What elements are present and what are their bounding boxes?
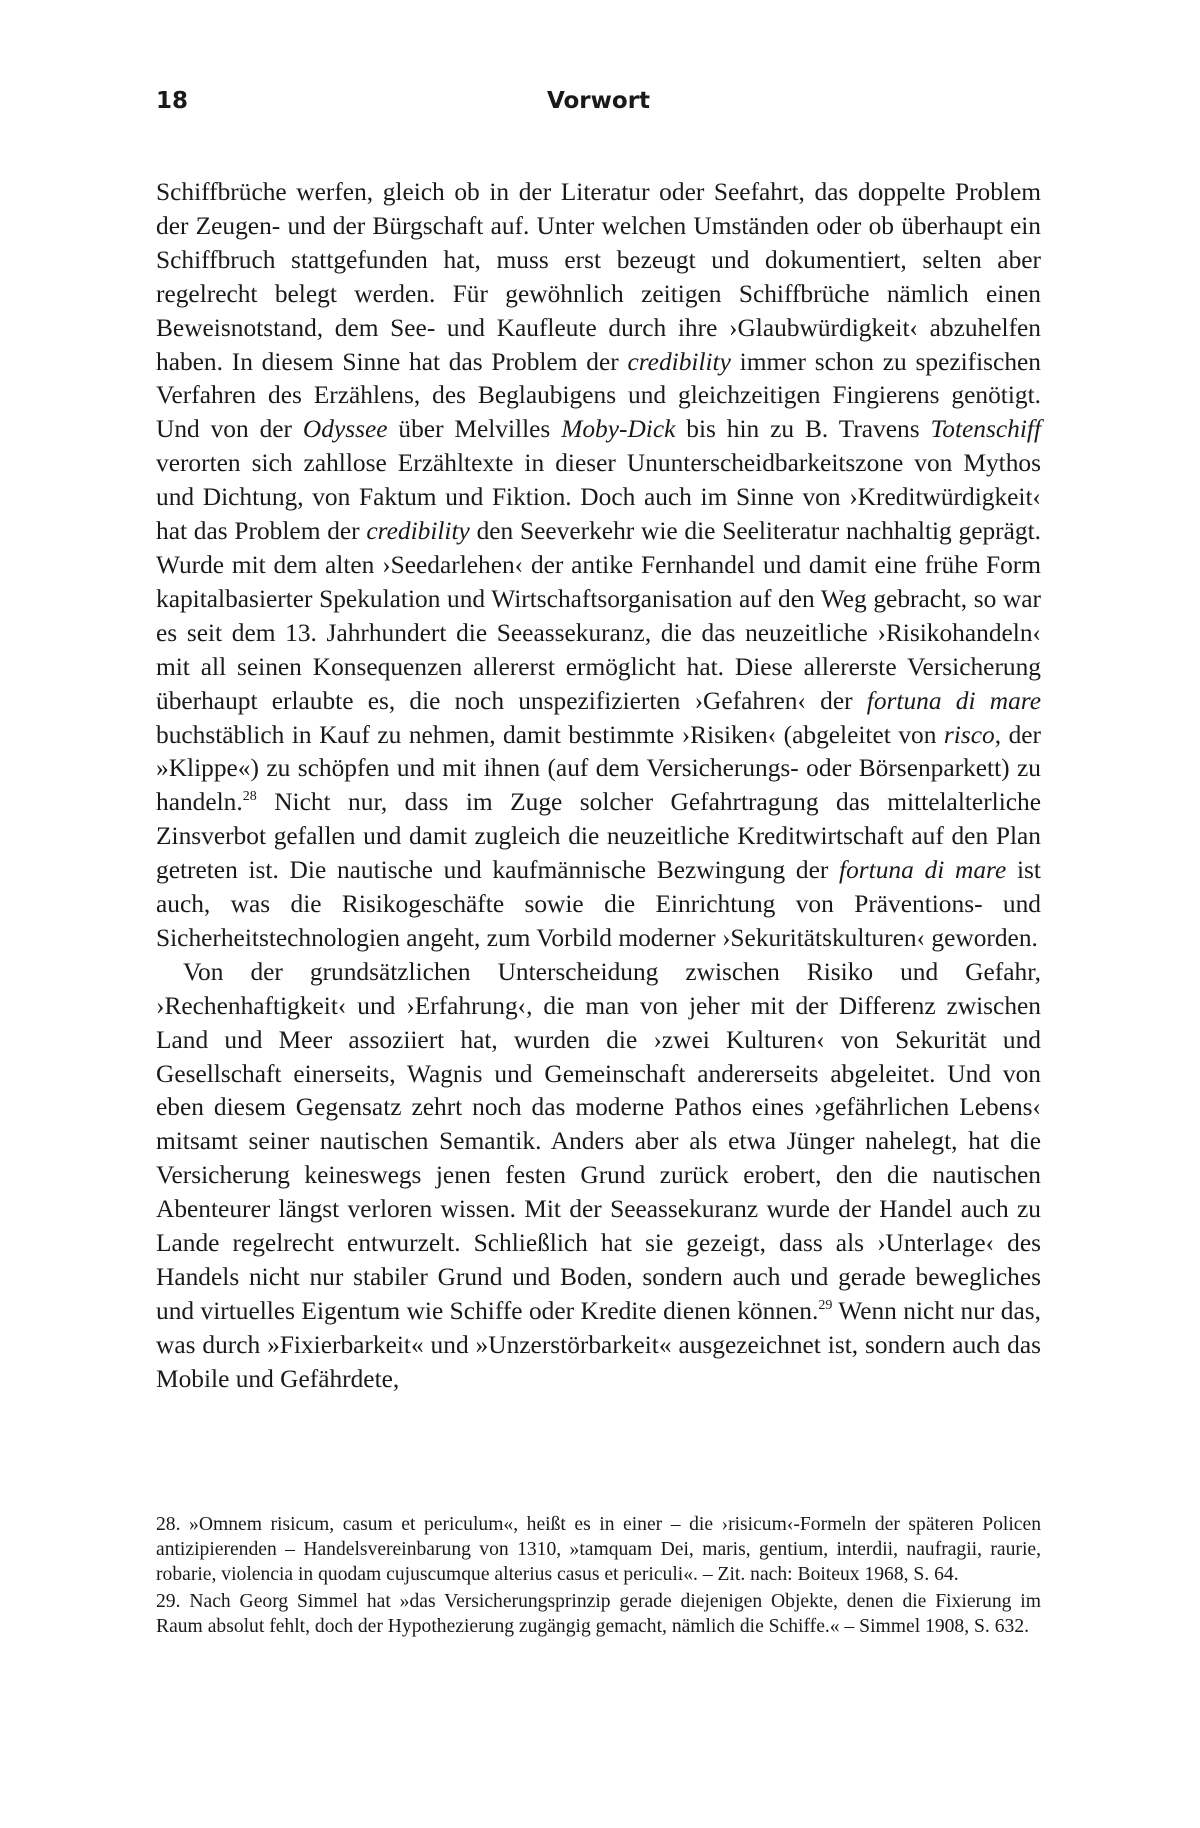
footnote-marker-29[interactable]: 29 (818, 1297, 833, 1313)
footnote-marker-28[interactable]: 28 (242, 789, 257, 805)
footnote-28: 28. »Omnem risicum, casum et periculum«, heißt es in einer – die ›risicum‹-Formeln der späteren Policen antizipierenden – Handelsvereinbarung von 1310, »tamquam Dei, maris, gentium, interdii, naufragii, raurie, robarie, violencia in quodam cujuscumque alterius casus et periculi«. – Zit. nach: Boiteux 1968, S. 64. (156, 1514, 1041, 1585)
text-run: , der »Klippe«) zu schöpfen und mit ihnen (auf dem Versicherungs- oder Börsenparkett) zu handeln. (156, 720, 1041, 817)
italic-term: fortuna di mare (839, 856, 1007, 885)
italic-title: Odyssee (302, 415, 388, 444)
footnote-29: 29. Nach Georg Simmel hat »das Versicherungsprinzip gerade diejenigen Objekte, denen die Fixierung im Raum absolut fehlt, doch der Hypothezierung zugängig gemacht, nämlich die Schiffe.« – Simmel 1908, S. 632. (156, 1591, 1041, 1637)
text-run: Wenn nicht nur das, was durch »Fixierbarkeit« und »Unzerstörbarkeit« ausgezeichnet ist, sondern auch das Mobile und Gefährdete, (156, 1296, 1041, 1393)
running-head (156, 88, 1041, 128)
text-run: Schiffbrüche werfen, gleich ob in der Literatur oder Seefahrt, das doppelte Problem der Zeugen- und der Bürgschaft auf. Unter welchen Umständen oder ob überhaupt ein Schiffbruch stattgefunden hat, muss erst bezeugt und dokumentiert, selten aber regelrecht belegt werden. Für gewöhnlich zeitigen Schiffbrüche nämlich einen Beweisnotstand, dem See- und Kaufleute durch ihre ›Glaubwürdigkeit‹ abzuhelfen haben. In diesem Sinne hat das Problem der (156, 178, 1041, 376)
text-run: Von der grundsätzlichen Unterscheidung zwischen Risiko und Gefahr, ›Rechenhaftigkeit‹ und ›Erfahrung‹, die man von jeher mit der Differenz zwischen Land und Meer assoziiert hat, wurden die ›zwei Kulturen‹ von Sekurität und Gesellschaft einerseits, Wagnis und Gemeinschaft andererseits abgeleitet. Und von eben diesem Gegensatz zehrt noch das moderne Pathos eines ›gefährlichen Lebens‹ mitsamt seiner nautischen Semantik. Anders aber als etwa Jünger nahelegt, hat die Versicherung keineswegs jenen festen Grund zurück erobert, den die nautischen Abenteurer längst verloren wissen. Mit der Seeassekuranz wurde der Handel auch zu Lande regelrecht entwurzelt. Schließlich hat sie gezeigt, dass als ›Unterlage‹ des Handels nicht nur stabiler Grund und Boden, sondern auch und gerade bewegliches und virtuelles Eigentum wie Schiffe oder Kredite dienen können. (156, 957, 1041, 1325)
text-run: den Seeverkehr wie die Seeliteratur nachhaltig geprägt. Wurde mit dem alten ›Seedarlehen‹ der antike Fernhandel und damit eine frühe Form kapitalbasierter Spekulation und Wirtschaftsorganisation auf den Weg gebracht, so war es seit dem 13. Jahrhundert die Seeassekuranz, die das neuzeitliche ›Risikohandeln‹ mit all seinen Konsequenzen allererst ermöglicht hat. Diese allererste Versicherung überhaupt erlaubte es, die noch unspezifizierten ›Gefahren‹ der (156, 517, 1041, 715)
italic-term: risco (943, 720, 995, 749)
paragraph-2 (156, 956, 1041, 1397)
paragraph-1 (156, 176, 1041, 956)
main-text (156, 176, 1041, 1397)
running-title: Vorwort (546, 88, 651, 114)
text-run: Nicht nur, dass im Zuge solcher Gefahrtragung das mittelalterliche Zinsverbot gefallen und damit zugleich die neuzeitliche Kreditwirtschaft auf den Plan getreten ist. Die nautische und kaufmännische Bezwingung der (156, 788, 1041, 885)
italic-term: fortuna di mare (866, 686, 1041, 715)
italic-title: Totenschiff (930, 415, 1041, 444)
text-run: verorten sich zahllose Erzähltexte in dieser Ununterscheidbarkeitszone von Mythos und Dichtung, von Faktum und Fiktion. Doch auch im Sinne von ›Kreditwürdigkeit‹ hat das Problem der (156, 449, 1041, 546)
footnotes (156, 1512, 1041, 1641)
text-run: immer schon zu spezifischen Verfahren des Erzählens, des Beglaubigens und gleichzeitigen Fingierens genötigt. Und von der (156, 347, 1041, 444)
italic-term: credibility (366, 517, 470, 546)
text-run: buchstäblich in Kauf zu nehmen, damit bestimmte ›Risiken‹ (abgeleitet von (156, 720, 944, 749)
text-run: ist auch, was die Risikogeschäfte sowie die Einrichtung von Präventions- und Sicherheitstechnologien angeht, zum Vorbild moderner ›Sekuritätskulturen‹ geworden. (156, 856, 1041, 952)
text-run: über Melvilles (387, 415, 562, 444)
page-number: 18 (156, 88, 189, 114)
italic-title: Moby-Dick (561, 415, 676, 444)
italic-term: credibility (627, 347, 731, 376)
text-run: bis hin zu B. Travens (675, 415, 931, 444)
